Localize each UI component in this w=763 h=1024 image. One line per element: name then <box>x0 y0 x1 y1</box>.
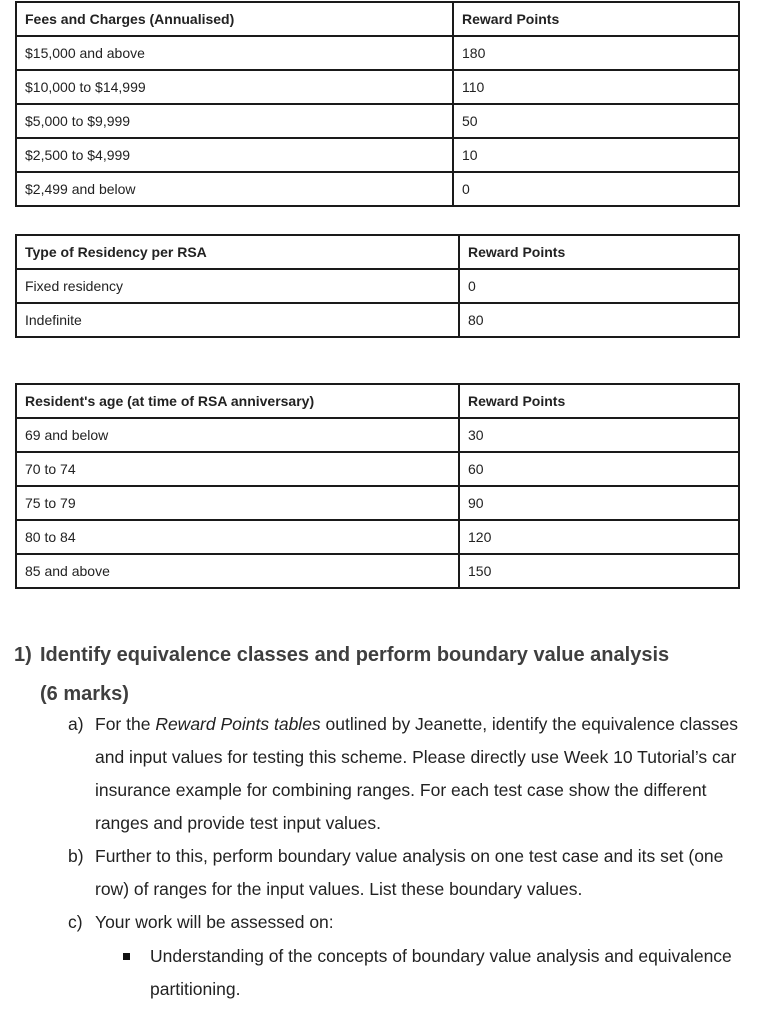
column-header: Reward Points <box>459 235 739 269</box>
question-heading <box>14 636 754 714</box>
table-cell: 150 <box>459 554 739 588</box>
table-cell: Fixed residency <box>16 269 459 303</box>
question-part-b <box>68 840 758 906</box>
assessment-bullet <box>122 940 763 1006</box>
table-cell: 80 to 84 <box>16 520 459 554</box>
table-cell: 10 <box>453 138 739 172</box>
question-part-c <box>68 906 758 939</box>
table-row <box>16 452 739 486</box>
part-text: Your work will be assessed on: <box>95 912 334 932</box>
table-cell: 75 to 79 <box>16 486 459 520</box>
table-header-row <box>16 2 739 36</box>
table-cell: $2,500 to $4,999 <box>16 138 453 172</box>
column-header: Type of Residency per RSA <box>16 235 459 269</box>
table-cell: 70 to 74 <box>16 452 459 486</box>
part-text: Further to this, perform boundary value analysis on one test case and its set (one row) of ranges for the input values. List these boundary values. <box>95 846 724 899</box>
question-marks: (6 marks) <box>40 683 129 705</box>
table-row <box>16 486 739 520</box>
table-row <box>16 269 739 303</box>
fees-reward-table <box>15 1 740 207</box>
table-cell: $10,000 to $14,999 <box>16 70 453 104</box>
square-bullet-icon <box>123 953 130 960</box>
table-cell: 0 <box>459 269 739 303</box>
question-part-a <box>68 708 758 840</box>
column-header: Fees and Charges (Annualised) <box>16 2 453 36</box>
table-cell: Indefinite <box>16 303 459 337</box>
table-row <box>16 36 739 70</box>
table-cell: $2,499 and below <box>16 172 453 206</box>
part-emphasis: Reward Points tables <box>155 714 321 734</box>
table-cell: 120 <box>459 520 739 554</box>
table-cell: 90 <box>459 486 739 520</box>
table-header-row <box>16 235 739 269</box>
table-cell: 110 <box>453 70 739 104</box>
table-row <box>16 303 739 337</box>
table-row <box>16 172 739 206</box>
table-row <box>16 520 739 554</box>
table-cell: $5,000 to $9,999 <box>16 104 453 138</box>
residency-reward-table <box>15 234 740 338</box>
table-row <box>16 554 739 588</box>
column-header: Resident's age (at time of RSA anniversary) <box>16 384 459 418</box>
part-text: For the <box>95 714 156 734</box>
table-cell: $15,000 and above <box>16 36 453 70</box>
table-row <box>16 138 739 172</box>
table-cell: 180 <box>453 36 739 70</box>
part-label: c) <box>68 912 83 932</box>
age-reward-table <box>15 383 740 589</box>
table-cell: 30 <box>459 418 739 452</box>
part-label: b) <box>68 846 84 866</box>
table-cell: 50 <box>453 104 739 138</box>
table-cell: 80 <box>459 303 739 337</box>
table-cell: 60 <box>459 452 739 486</box>
table-row <box>16 418 739 452</box>
part-label: a) <box>68 714 84 734</box>
question-number: 1) <box>14 644 32 666</box>
table-cell: 69 and below <box>16 418 459 452</box>
table-header-row <box>16 384 739 418</box>
table-row <box>16 104 739 138</box>
table-row <box>16 70 739 104</box>
table-cell: 0 <box>453 172 739 206</box>
question-parts <box>68 708 758 939</box>
column-header: Reward Points <box>453 2 739 36</box>
part-text: outlined by Jeanette, identify the equivalence classes and input values for testing this scheme. Please directly use Week 10 Tutorial’s car insurance example for combining ranges. For each test case show the different ranges and provide test input values. <box>95 714 739 833</box>
table-cell: 85 and above <box>16 554 459 588</box>
question-title: Identify equivalence classes and perform boundary value analysis <box>40 644 670 666</box>
bullet-text: Understanding of the concepts of boundary value analysis and equivalence partitioning. <box>150 946 732 999</box>
column-header: Reward Points <box>459 384 739 418</box>
